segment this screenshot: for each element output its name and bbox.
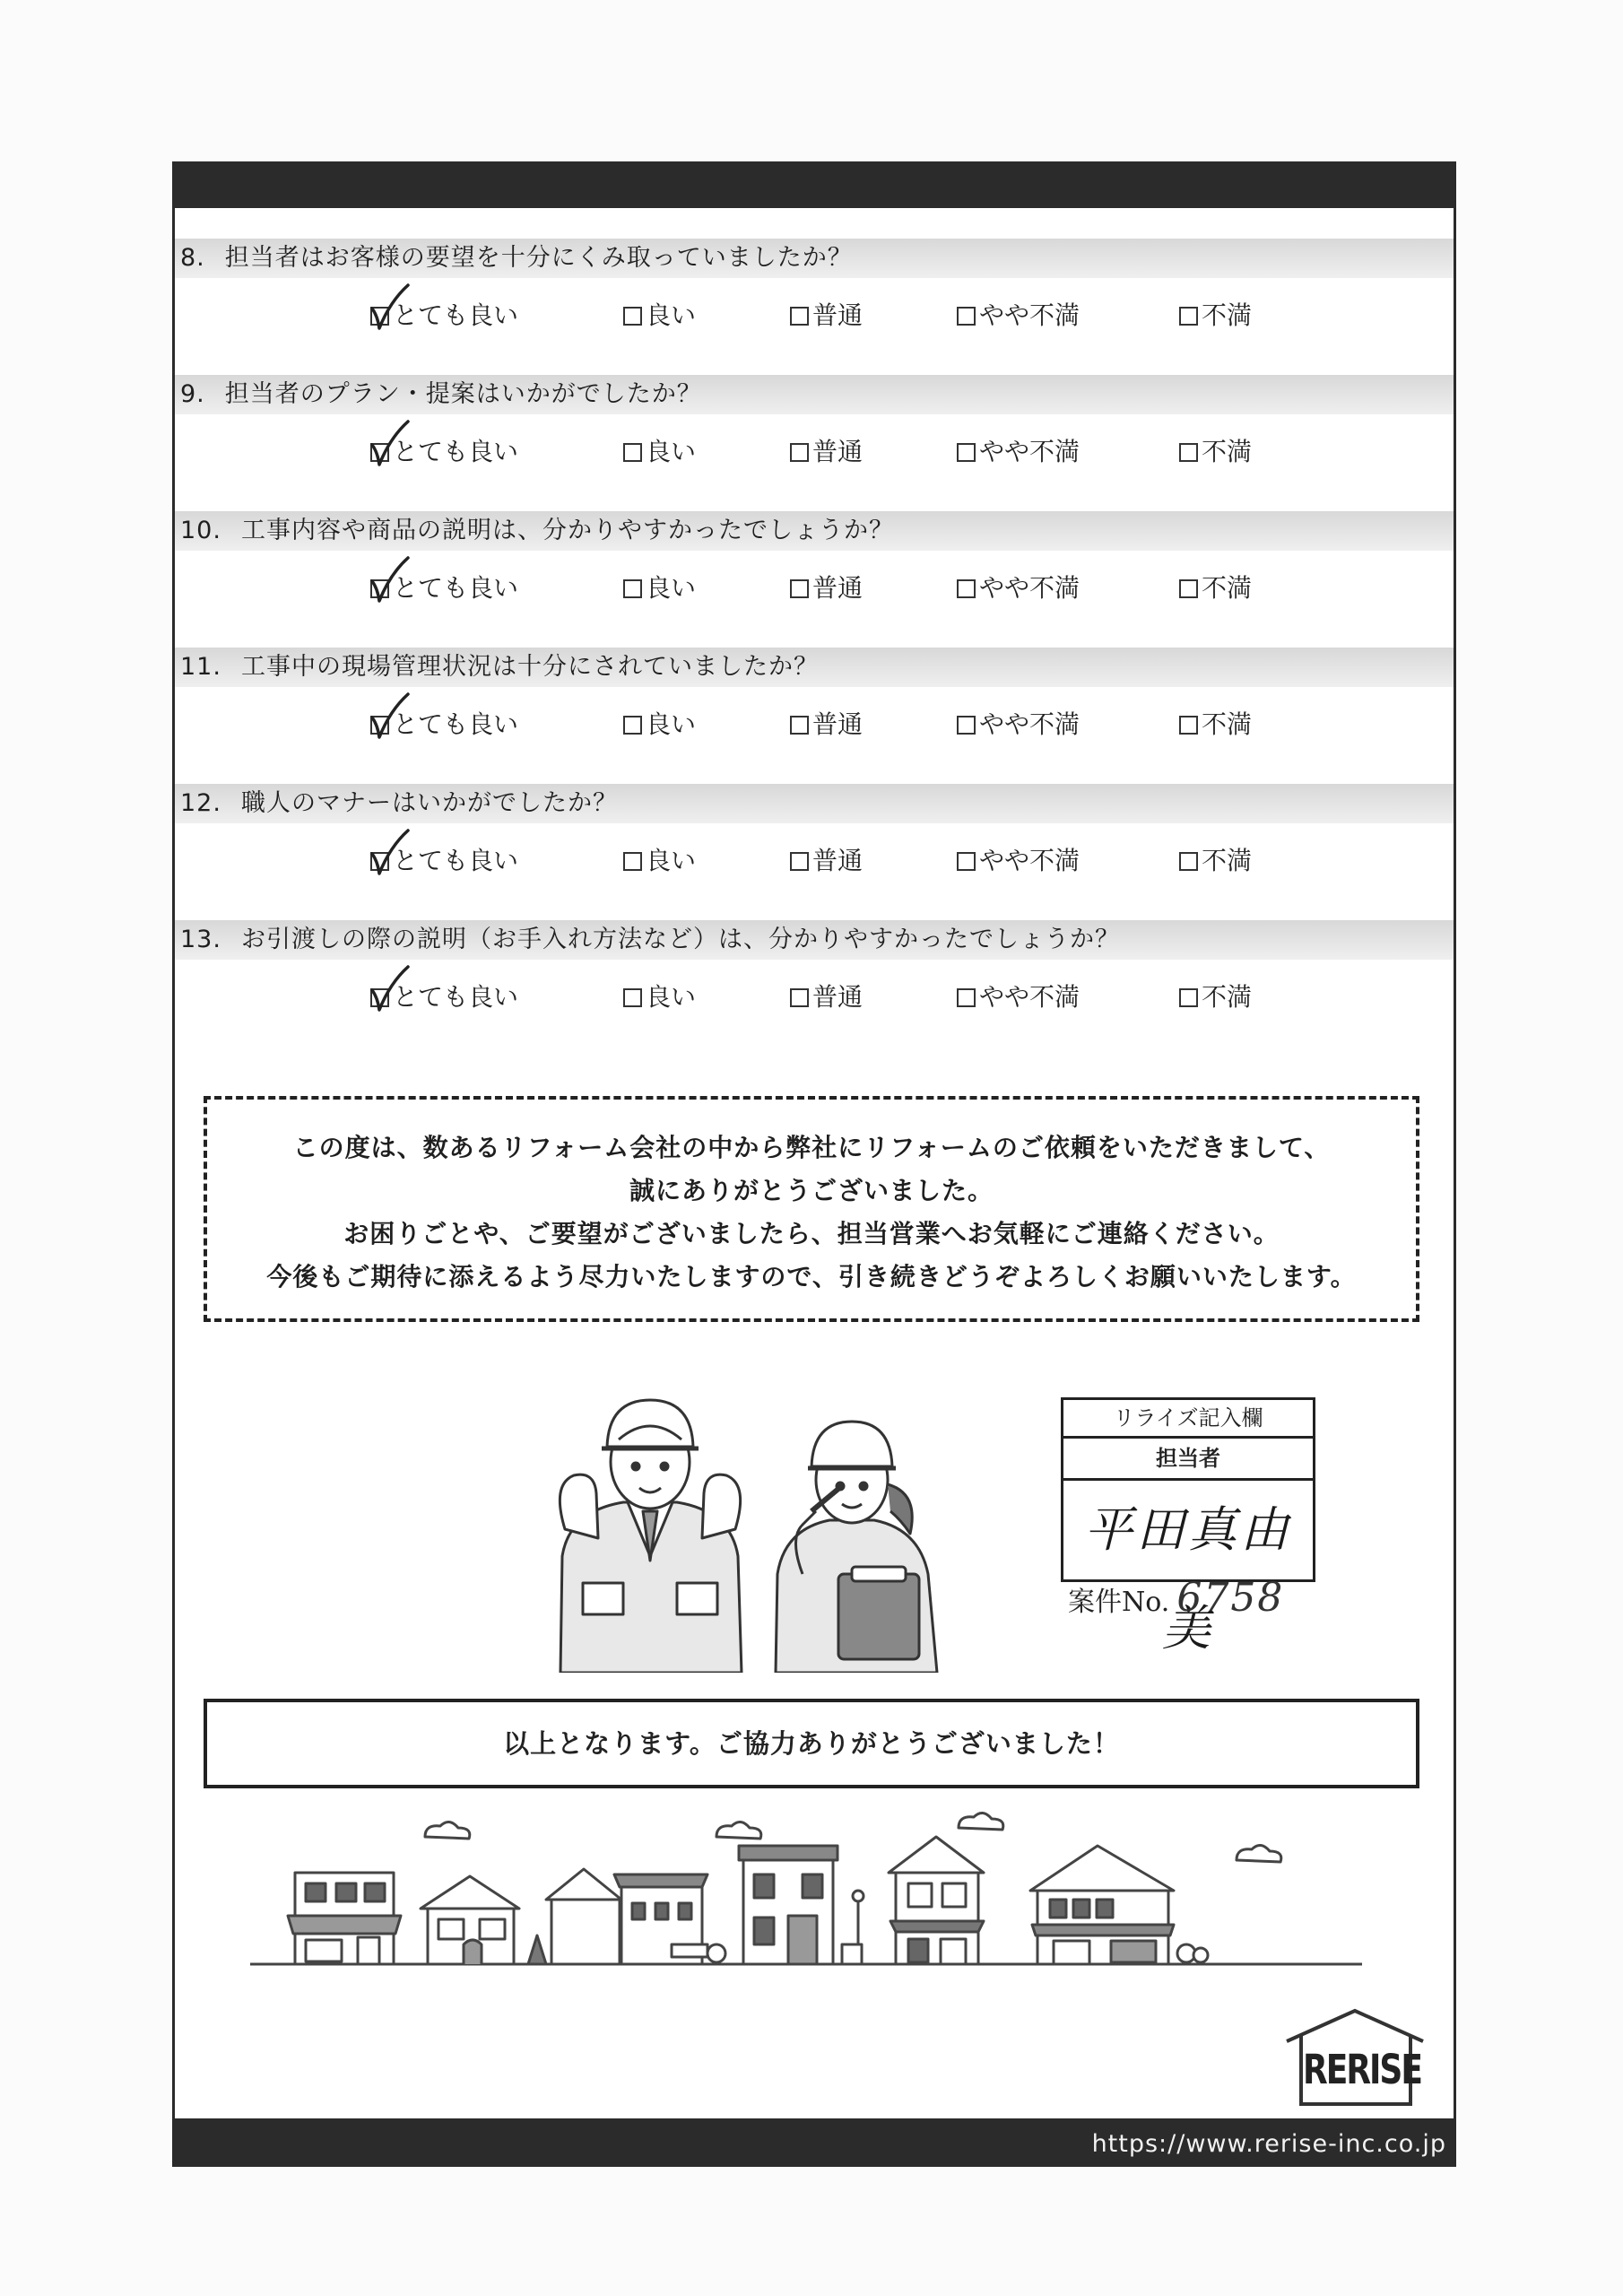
checkbox[interactable] [790,579,809,598]
rating-option[interactable] [957,434,1080,470]
thanks-line-4: 今後もご期待に添えるよう尽力いたしますので、引き続きどうぞよろしくお願いいたします。 [266,1262,1357,1292]
rating-options [175,570,1454,606]
rating-option-label: やや不満 [979,846,1081,875]
rating-option[interactable] [790,979,863,1015]
rating-option-label: 良い [646,709,697,739]
rating-option-label: やや不満 [979,300,1081,330]
checkmark-icon [367,283,413,334]
rating-options [175,707,1454,743]
rating-option[interactable] [1179,434,1252,470]
checkmark-icon [367,965,413,1015]
rating-option[interactable] [370,570,518,606]
workers-illustration [542,1377,964,1673]
checkbox[interactable] [790,307,809,326]
checkbox[interactable] [623,443,642,462]
rating-option[interactable] [623,434,696,470]
checkbox[interactable] [623,988,642,1007]
checkmark-icon [367,692,413,743]
rating-option-label: とても良い [393,300,519,330]
rating-option[interactable] [790,434,863,470]
rating-option-label: 普通 [812,437,864,466]
closing-message-box: 以上となります。ご協力ありがとうございました！ [204,1699,1419,1788]
rating-option[interactable] [790,843,863,879]
checkmark-icon [367,829,413,879]
rating-option-label: 不満 [1202,709,1253,739]
top-bar [175,161,1454,208]
case-number-value: 6758 [1176,1575,1285,1621]
question-11 [175,648,1454,784]
question-12 [175,784,1454,920]
rating-option-label: 良い [646,573,697,603]
rating-option-label: 良い [646,300,697,330]
thanks-line-2: 誠にありがとうございました。 [629,1176,994,1205]
checkbox[interactable] [790,716,809,735]
rating-option-label: やや不満 [979,709,1081,739]
case-number-label: 案件No. [1068,1587,1170,1618]
rating-options [175,434,1454,470]
rating-option-label: やや不満 [979,437,1081,466]
thanks-line-3: お困りごとや、ご要望がございましたら、担当営業へお気軽にご連絡ください。 [343,1219,1280,1248]
checkbox[interactable] [1179,307,1198,326]
rating-option[interactable] [623,570,696,606]
rating-option-label: 不満 [1202,573,1253,603]
rating-options [175,979,1454,1015]
checkbox[interactable] [623,716,642,735]
rating-options [175,843,1454,879]
question-text: 10. 工事内容や商品の説明は、分かりやすかったでしょうか？ [180,517,894,544]
rating-option-label: とても良い [393,437,519,466]
question-10 [175,511,1454,648]
rating-option[interactable] [1179,570,1252,606]
thank-you-message-box [204,1096,1419,1322]
rating-option[interactable] [1179,707,1252,743]
checkbox[interactable] [957,443,976,462]
question-text: 13. お引渡しの際の説明（お手入れ方法など）は、分かりやすかったでしょうか？ [180,926,1120,953]
rating-option-label: 良い [646,437,697,466]
checkmark-icon [367,420,413,470]
rating-option-label: 良い [646,846,697,875]
rating-option[interactable] [623,707,696,743]
rating-option[interactable] [370,298,518,334]
rating-option-label: 不満 [1202,300,1253,330]
question-8 [175,239,1454,375]
rating-option[interactable] [623,298,696,334]
staff-label: 担当者 [1063,1439,1313,1481]
thanks-line-1: この度は、数あるリフォーム会社の中から弊社にリフォームのご依頼をいただきまして、 [292,1133,1331,1162]
checkbox[interactable] [1179,443,1198,462]
rating-option[interactable] [957,298,1080,334]
checkmark-icon [367,556,413,606]
case-number-row [1068,1575,1284,1620]
rating-option-label: とても良い [393,982,519,1012]
rating-option[interactable] [790,707,863,743]
rating-option-label: 普通 [812,300,864,330]
checkbox[interactable] [957,716,976,735]
rating-option[interactable] [623,979,696,1015]
checkbox[interactable] [623,579,642,598]
checkbox[interactable] [790,852,809,871]
office-use-title: リライズ記入欄 [1063,1400,1313,1439]
rerise-logo [1283,2007,1427,2106]
rating-option[interactable] [370,434,518,470]
checkbox[interactable] [1179,988,1198,1007]
rating-option[interactable] [623,843,696,879]
rating-option[interactable] [370,979,518,1015]
footer-bar [175,2118,1454,2167]
checkbox[interactable] [623,307,642,326]
checkbox[interactable] [957,988,976,1007]
rating-option-label: とても良い [393,846,519,875]
survey-frame [172,161,1456,2167]
checkbox[interactable] [1179,716,1198,735]
checkbox[interactable] [790,443,809,462]
rating-option[interactable] [1179,298,1252,334]
question-text: 11. 工事中の現場管理状況は十分にされていましたか？ [180,653,819,681]
rating-option[interactable] [370,707,518,743]
question-9 [175,375,1454,511]
rating-option-label: やや不満 [979,573,1081,603]
checkbox[interactable] [957,307,976,326]
checkbox[interactable] [957,852,976,871]
logo-text: RERISE [1303,2047,1421,2094]
rating-option-label: 普通 [812,573,864,603]
checkbox[interactable] [957,579,976,598]
question-text: 12. 職人のマナーはいかがでしたか？ [180,789,618,817]
rating-option-label: やや不満 [979,982,1081,1012]
rating-option-label: 良い [646,982,697,1012]
question-text: 9. 担当者のプラン・提案はいかがでしたか？ [180,380,702,408]
rating-option[interactable] [1179,979,1252,1015]
rating-option-label: 不満 [1202,437,1253,466]
rating-option[interactable] [1179,843,1252,879]
rating-option[interactable] [957,979,1080,1015]
rating-option-label: 普通 [812,982,864,1012]
rating-option[interactable] [370,843,518,879]
rating-option-label: 不満 [1202,982,1253,1012]
website-url: https://www.rerise-inc.co.jp [1091,2130,1446,2158]
rating-option[interactable] [790,570,863,606]
question-13 [175,920,1454,1057]
staff-name: 平田真由美 [1084,1501,1292,1657]
checkbox[interactable] [1179,852,1198,871]
town-illustration [250,1810,1362,1971]
rating-option-label: とても良い [393,709,519,739]
rating-option[interactable] [790,298,863,334]
rating-option-label: 不満 [1202,846,1253,875]
checkbox[interactable] [1179,579,1198,598]
question-text: 8. 担当者はお客様の要望を十分にくみ取っていましたか？ [180,244,853,272]
rating-option[interactable] [957,843,1080,879]
rating-options [175,298,1454,334]
rating-option[interactable] [957,570,1080,606]
rating-option-label: 普通 [812,709,864,739]
rating-option-label: 普通 [812,846,864,875]
checkbox[interactable] [623,852,642,871]
checkbox[interactable] [790,988,809,1007]
rating-option[interactable] [957,707,1080,743]
rating-option-label: とても良い [393,573,519,603]
